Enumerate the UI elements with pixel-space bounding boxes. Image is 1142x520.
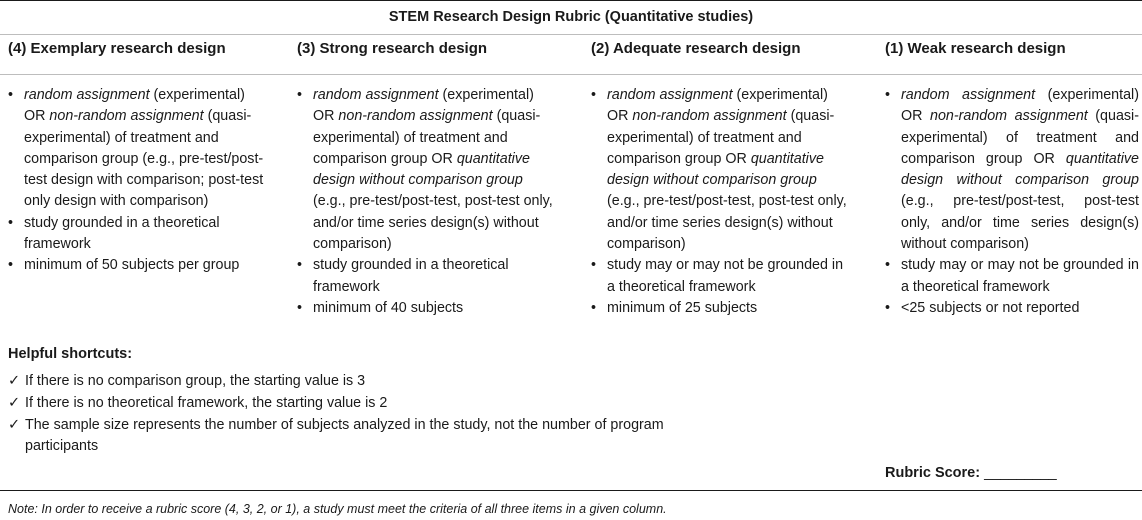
criteria-item <box>591 255 853 298</box>
shortcut-item <box>8 393 668 414</box>
criteria-term: non-random assignment <box>338 108 493 125</box>
bullet-icon: • <box>8 214 14 231</box>
table-title: STEM Research Design Rubric (Quantitative studies) <box>388 9 754 25</box>
bottom-rule <box>0 490 1142 491</box>
criteria-term: random assignment <box>24 87 150 103</box>
shortcuts-title: Helpful shortcuts: <box>8 346 133 362</box>
criteria-text <box>607 300 757 316</box>
criteria-run: study grounded in a theoretical framework <box>24 214 220 253</box>
shortcut-text: If there is no comparison group, the starting value is 3 <box>25 373 366 389</box>
criteria-run: (experimental) OR <box>901 87 1139 125</box>
bullet-icon: • <box>297 299 303 316</box>
criteria-run: minimum of 50 subjects per group <box>24 257 240 274</box>
criteria-run: (quasi-experimental) of treatment and comparison group (e.g., pre-test/post-test design with comparison; post-test only design with comparison) <box>24 108 264 210</box>
criteria-run: minimum of 40 subjects <box>313 299 464 316</box>
criteria-term: non-random assignment <box>632 108 787 125</box>
criteria-run: minimum of 25 subjects <box>607 299 758 316</box>
bullet-icon: • <box>591 299 597 316</box>
checkmark-icon: ✓ <box>8 395 20 411</box>
bullet-icon: • <box>885 257 891 274</box>
criteria-text <box>607 257 843 294</box>
criteria-item <box>8 85 270 213</box>
criteria-text <box>313 300 463 316</box>
criteria-item <box>885 255 1139 298</box>
column-heading-exemplary: (4) Exemplary research design <box>8 40 226 57</box>
column-exemplary <box>8 85 270 277</box>
criteria-text <box>24 257 239 273</box>
criteria-run: (experimental) OR <box>607 87 828 125</box>
footnote: Note: In order to receive a rubric score (4, 3, 2, or 1), a study must meet the criteria of all three items in a given column. <box>8 502 667 516</box>
criteria-item <box>297 298 555 319</box>
criteria-run: (quasi-experimental) of treatment and comparison group OR <box>901 108 1139 167</box>
criteria-run: study grounded in a theoretical framework <box>313 257 509 295</box>
column-adequate <box>591 85 853 319</box>
rubric-score-label: Rubric Score: <box>885 465 981 481</box>
column-heading-strong: (3) Strong research design <box>297 40 488 57</box>
shortcut-item <box>8 415 668 458</box>
bullet-icon: • <box>8 87 14 103</box>
criteria-term: random assignment <box>901 87 1036 103</box>
criteria-item <box>591 85 853 255</box>
criteria-item <box>297 85 555 255</box>
checkmark-icon: ✓ <box>8 417 20 433</box>
criteria-item <box>591 298 853 319</box>
criteria-run: (experimental) OR <box>24 87 245 125</box>
column-strong <box>297 85 555 319</box>
criteria-term: random assignment <box>607 87 733 103</box>
criteria-item <box>297 255 555 298</box>
criteria-text <box>901 300 1079 316</box>
criteria-item <box>885 298 1139 319</box>
criteria-run: study may or may not be grounded in a theoretical framework <box>607 257 844 295</box>
criteria-item <box>885 85 1139 255</box>
criteria-term: random assignment <box>313 87 439 103</box>
column-weak <box>885 85 1139 319</box>
criteria-text <box>24 87 263 209</box>
criteria-term: quantitative design without comparison group <box>607 150 824 189</box>
column-heading-adequate: (2) Adequate research design <box>591 40 801 57</box>
criteria-run: (e.g., pre-test/post-test, post-test only, and/or time series design(s) without comparison) <box>901 193 1139 253</box>
column-heading-weak: (1) Weak research design <box>885 40 1066 57</box>
criteria-item <box>8 213 270 256</box>
criteria-term: non-random assignment <box>49 108 204 125</box>
checkmark-icon: ✓ <box>8 373 20 389</box>
criteria-text <box>901 87 1139 252</box>
bullet-icon: • <box>297 257 303 274</box>
criteria-run: (experimental) OR <box>313 87 534 125</box>
criteria-run: <25 subjects or not reported <box>901 299 1080 316</box>
top-rule <box>0 0 1142 1</box>
criteria-text <box>24 215 220 252</box>
shortcut-item <box>8 371 668 392</box>
criteria-text <box>313 87 553 252</box>
criteria-term: quantitative design without comparison group <box>901 150 1139 189</box>
criteria-run: (e.g., pre-test/post-test, post-test only, and/or time series design(s) without comparison) <box>313 193 553 253</box>
rubric-score-blank[interactable]: _________ <box>984 465 1057 481</box>
bullet-icon: • <box>591 257 597 274</box>
criteria-run: (quasi-experimental) of treatment and comparison group OR <box>313 108 541 167</box>
shortcut-text: If there is no theoretical framework, the starting value is 2 <box>25 395 388 411</box>
shortcut-text: The sample size represents the number of subjects analyzed in the study, not the number of program participants <box>25 417 664 455</box>
criteria-run: (e.g., pre-test/post-test, post-test only, and/or time series design(s) without comparison) <box>607 193 847 253</box>
rubric-score <box>885 465 1057 481</box>
criteria-text <box>901 257 1139 294</box>
criteria-item <box>8 255 270 276</box>
bullet-icon: • <box>885 299 891 316</box>
criteria-text <box>313 257 509 294</box>
criteria-run: study may or may not be grounded in a theoretical framework <box>901 257 1139 295</box>
bullet-icon: • <box>297 87 303 103</box>
criteria-term: non-random assignment <box>930 108 1088 125</box>
title-rule <box>0 34 1142 35</box>
bullet-icon: • <box>8 257 14 274</box>
heading-rule <box>0 74 1142 75</box>
criteria-run: (quasi-experimental) of treatment and comparison group OR <box>607 108 835 167</box>
criteria-text <box>607 87 847 252</box>
bullet-icon: • <box>591 87 597 103</box>
criteria-term: quantitative design without comparison group <box>313 150 530 189</box>
bullet-icon: • <box>885 87 891 103</box>
